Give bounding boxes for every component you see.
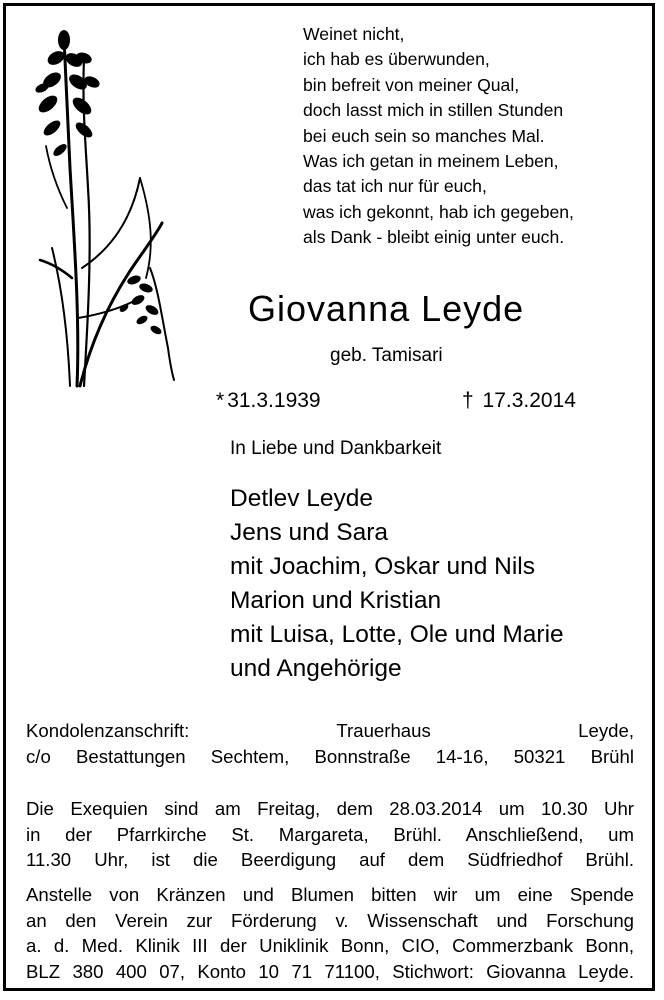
death-cross-icon: †	[462, 389, 474, 412]
poem-line: als Dank - bleibt einig unter euch.	[303, 227, 565, 248]
mourner: Marion und Kristian	[230, 587, 442, 614]
death-date: 17.3.2014	[482, 389, 576, 412]
poem-line: ich hab es überwunden,	[303, 49, 490, 70]
mourners-list	[230, 482, 564, 686]
poem-line: Was ich getan in meinem Leben,	[303, 151, 559, 172]
condolence-line: c/o Bestattungen Sechtem, Bonnstraße 14-16, 50321 Brühl	[26, 745, 634, 767]
condolence-line: Kondolenzanschrift: Trauerhaus Leyde,	[26, 720, 634, 741]
condolence-address	[26, 718, 634, 769]
poem-line: was ich gekonnt, hab ich gegeben,	[303, 201, 574, 222]
exequies-notice	[26, 796, 634, 873]
mourner: mit Joachim, Oskar und Nils	[230, 553, 535, 580]
mourner: mit Luisa, Lotte, Ole und Marie	[230, 621, 564, 648]
exequies-line: Die Exequien sind am Freitag, dem 28.03.2014 um 10.30 Uhr	[26, 798, 634, 819]
birth-name: geb. Tamisari	[330, 345, 443, 366]
donation-line: a. d. Med. Klinik III der Uniklinik Bonn, CIO, Commerzbank Bonn,	[26, 935, 634, 956]
mourner: Jens und Sara	[230, 519, 388, 546]
birth-star-icon: *	[216, 389, 225, 412]
mourner: Detlev Leyde	[230, 485, 374, 512]
donation-notice	[26, 882, 634, 984]
poem-line: doch lasst mich in stillen Stunden	[303, 100, 564, 121]
exequies-line: in der Pfarrkirche St. Margareta, Brühl. Anschließend, um	[26, 823, 634, 845]
deceased-name: Giovanna Leyde	[248, 288, 525, 329]
donation-line: BLZ 380 400 07, Konto 10 71 71100, Stichwort: Giovanna Leyde.	[26, 960, 634, 982]
birth-date: 31.3.1939	[227, 389, 321, 412]
death-date-line	[462, 389, 576, 413]
dedication: In Liebe und Dankbarkeit	[230, 438, 442, 459]
donation-line: Anstelle von Kränzen und Blumen bitten wir um eine Spende	[26, 884, 634, 905]
mourner: und Angehörige	[230, 655, 402, 682]
donation-line: an den Verein zur Förderung v. Wissenschaft und Forschung	[26, 909, 634, 931]
poem-line: Weinet nicht,	[303, 24, 405, 44]
poem-line: bin befreit von meiner Qual,	[303, 74, 520, 95]
poem	[303, 22, 648, 251]
birth-date-line	[216, 389, 321, 413]
poem-line: das tat ich nur für euch,	[303, 176, 487, 197]
grass-plant-icon	[22, 18, 192, 388]
exequies-line: 11.30 Uhr, ist die Beerdigung auf dem Südfriedhof Brühl.	[26, 849, 634, 870]
poem-line: bei euch sein so manches Mal.	[303, 125, 545, 146]
